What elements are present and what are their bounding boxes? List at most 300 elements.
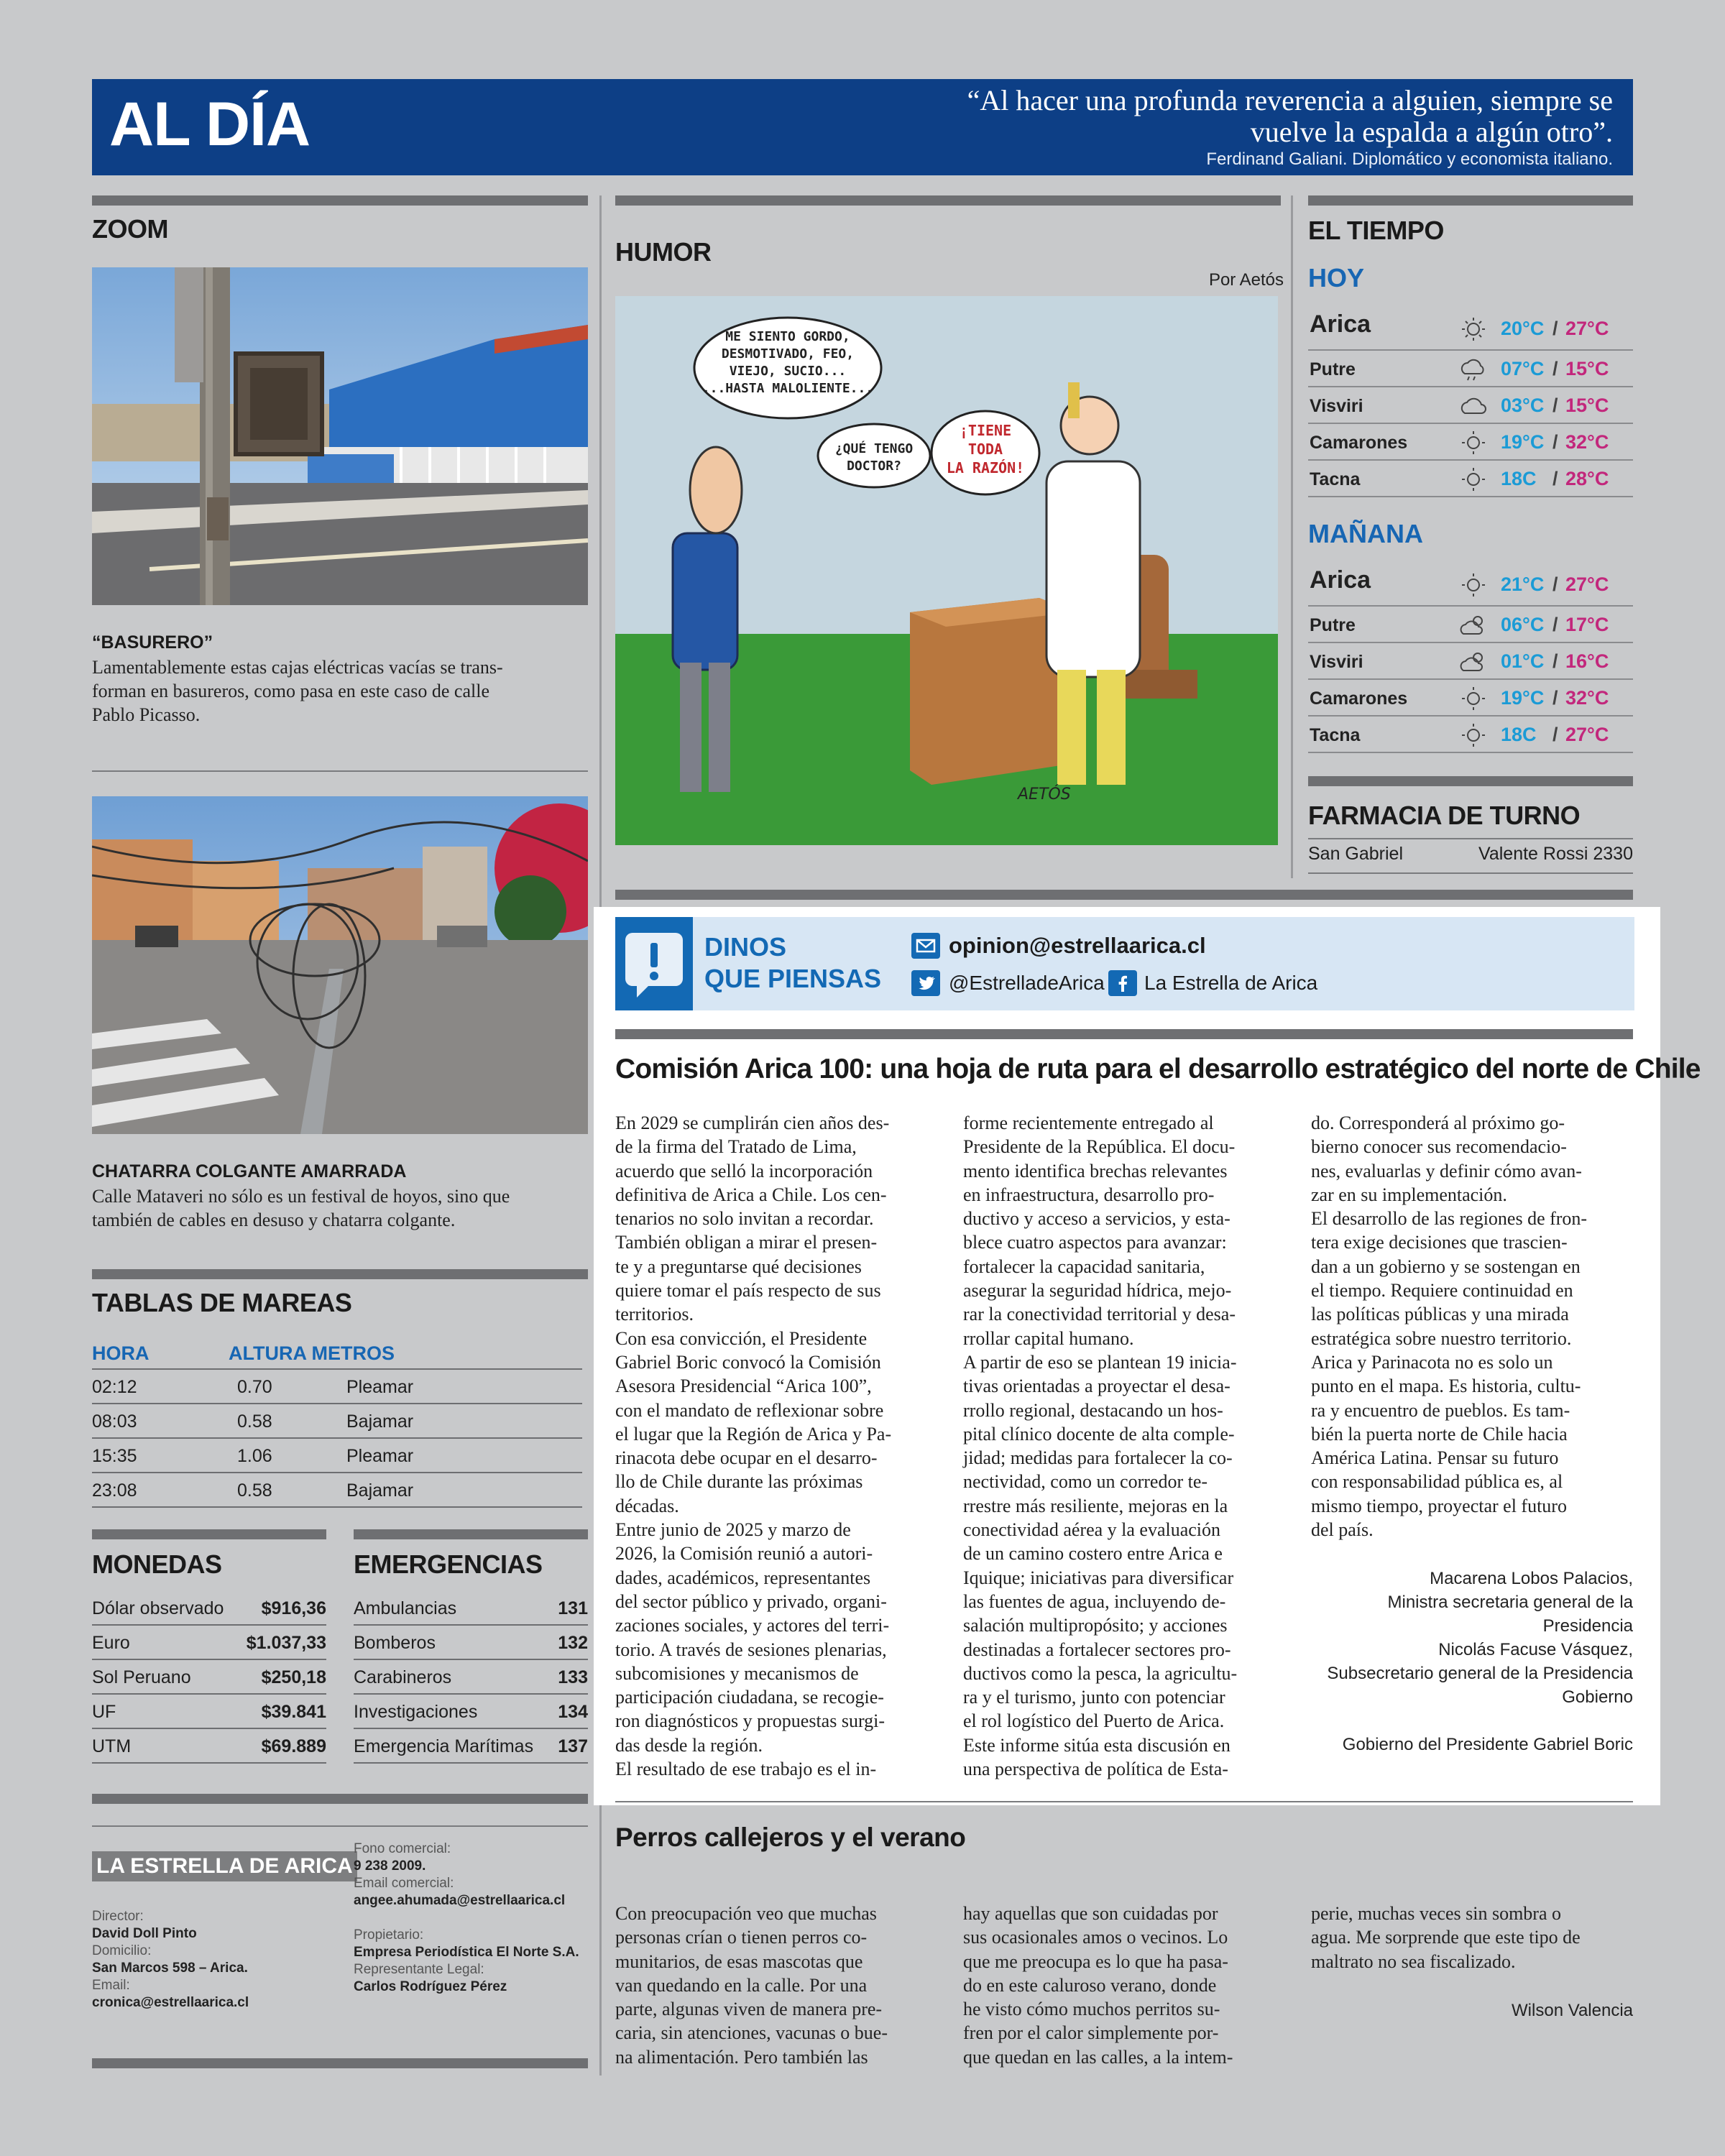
tide-type: Pleamar bbox=[346, 1446, 414, 1466]
currency-value: $39.841 bbox=[261, 1702, 326, 1722]
bubble3-line: ¡TIENE bbox=[959, 422, 1012, 439]
text-line: las fuentes de agua, incluyendo de- bbox=[963, 1590, 1226, 1612]
letter-column-2 bbox=[963, 1902, 1294, 2069]
weather-city: Camarones bbox=[1310, 433, 1408, 453]
email-label: Email: bbox=[92, 1978, 130, 1993]
letter-column-3 bbox=[1311, 1902, 1642, 1973]
weather-row bbox=[1308, 680, 1633, 717]
street-photo-1 bbox=[92, 267, 588, 605]
text-line: nectividad, como un corredor te- bbox=[963, 1471, 1208, 1493]
tide-height: 1.06 bbox=[237, 1446, 272, 1466]
facebook-page-link[interactable]: La Estrella de Arica bbox=[1144, 972, 1318, 994]
tide-type: Bajamar bbox=[346, 1411, 414, 1432]
tide-type: Bajamar bbox=[346, 1480, 414, 1501]
weather-slash: / bbox=[1552, 573, 1558, 595]
tide-type: Pleamar bbox=[346, 1377, 414, 1397]
emergency-number: 134 bbox=[558, 1702, 588, 1722]
currency-top-rule bbox=[92, 1529, 326, 1539]
commercial-email-value: angee.ahumada@estrellaarica.cl bbox=[354, 1893, 566, 1908]
letter-author: Wilson Valencia bbox=[1512, 2001, 1633, 2020]
logo-text-part1: LA ESTRELLA DE bbox=[96, 1854, 285, 1878]
bubble1-line: DESMOTIVADO, FEO, bbox=[721, 346, 855, 361]
weather-top-rule bbox=[1308, 195, 1633, 206]
weather-slash: / bbox=[1552, 687, 1558, 709]
weather-slash: / bbox=[1552, 358, 1558, 379]
text-line: una perspectiva de política de Esta- bbox=[963, 1759, 1228, 1780]
sun-icon bbox=[1458, 722, 1489, 748]
text-line: ra y encuentro de pueblos. Es tam- bbox=[1311, 1399, 1570, 1421]
weather-min: 21°C bbox=[1501, 573, 1545, 595]
signature-line: Gobierno bbox=[1562, 1687, 1633, 1707]
weather-min: 20°C bbox=[1501, 318, 1545, 339]
text-line: parte, algunas viven de manera pre- bbox=[615, 1999, 883, 2020]
masthead-thin-rule bbox=[92, 1825, 588, 1827]
article-signatures bbox=[1311, 1567, 1633, 1707]
pharmacy-bottom-rule bbox=[1308, 872, 1633, 874]
text-line: estratégica sobre nuestro territorio. bbox=[1311, 1327, 1572, 1349]
signature-line: Presidencia bbox=[1542, 1616, 1633, 1636]
bubble1-line: ...HASTA MALOLIENTE... bbox=[702, 381, 874, 396]
alert-badge bbox=[615, 917, 693, 1010]
text-line: el rol logístico del Puerto de Arica. bbox=[963, 1710, 1225, 1732]
text-line: Este informe sitúa esta discusión en bbox=[963, 1734, 1230, 1756]
weather-max: 16°C bbox=[1565, 650, 1609, 672]
tides-title: TABLAS DE MAREAS bbox=[92, 1288, 352, 1317]
commercial-email-label: Email comercial: bbox=[354, 1876, 454, 1891]
zoom-top-rule bbox=[92, 195, 588, 206]
dinos-title-line1: DINOS bbox=[704, 932, 787, 962]
weather-max: 32°C bbox=[1565, 687, 1609, 709]
text-line: ra y el turismo, junto con potenciar bbox=[963, 1687, 1225, 1708]
text-line: fren por el calor simplemente por- bbox=[963, 2022, 1219, 2044]
emergency-number: 131 bbox=[558, 1598, 588, 1618]
table-row bbox=[92, 1695, 326, 1729]
text-line: Asesora Presidencial “Arica 100”, bbox=[615, 1376, 872, 1397]
owner-label: Propietario: bbox=[354, 1927, 424, 1943]
text-line: que me preocupa es lo que ha pasa- bbox=[963, 1950, 1228, 1972]
currency-name: Euro bbox=[92, 1633, 130, 1653]
text-line: punto en el mapa. Es historia, cultu- bbox=[1311, 1376, 1581, 1397]
phone-value: 9 238 2009. bbox=[354, 1858, 426, 1874]
text-line: na alimentación. Pero también las bbox=[615, 2046, 868, 2068]
masthead-top-rule bbox=[92, 1794, 588, 1804]
text-line: Arica y Parinacota no es solo un bbox=[1311, 1351, 1553, 1373]
currency-value: $1.037,33 bbox=[246, 1633, 326, 1653]
text-line: ron diagnósticos y propuestas surgi- bbox=[615, 1710, 886, 1732]
contact-band bbox=[615, 917, 1634, 1010]
header-quote-author: Ferdinand Galiani. Diplomático y economista italiano. bbox=[1206, 149, 1613, 169]
text-line: do en este caluroso verano, donde bbox=[963, 1974, 1217, 1996]
text-line: mismo tiempo, proyectar el futuro bbox=[1311, 1495, 1567, 1516]
table-row bbox=[92, 1729, 326, 1764]
text-line: de un camino costero entre Arica e bbox=[963, 1543, 1223, 1565]
sun-icon bbox=[1458, 430, 1489, 456]
opinion-email-link[interactable]: opinion@estrellaarica.cl bbox=[949, 933, 1206, 958]
logo-text-part2: ARICA bbox=[284, 1854, 353, 1878]
article-top-rule bbox=[615, 1029, 1633, 1039]
newspaper-logo bbox=[92, 1851, 357, 1881]
tides-col-height: ALTURA METROS bbox=[229, 1342, 395, 1364]
text-line: definitiva de Arica a Chile. Los cen- bbox=[615, 1184, 887, 1205]
header-quote bbox=[750, 85, 1613, 148]
text-line: También obligan a mirar el presen- bbox=[615, 1232, 878, 1253]
section-header bbox=[92, 79, 1633, 175]
weather-row bbox=[1308, 387, 1633, 424]
weather-min: 01°C bbox=[1501, 650, 1545, 672]
text-line: asegurar la seguridad hídrica, mejo- bbox=[963, 1280, 1232, 1302]
bubble2-line: DOCTOR? bbox=[847, 459, 901, 474]
article-column-2 bbox=[963, 1111, 1294, 1781]
pharmacy-rule bbox=[1308, 838, 1633, 839]
text-line: ductivo y acceso a servicios, y esta- bbox=[963, 1208, 1230, 1230]
currency-title: MONEDAS bbox=[92, 1549, 222, 1579]
weather-city: Camarones bbox=[1310, 688, 1408, 709]
bubble2-line: ¿QUÉ TENGO bbox=[834, 441, 914, 456]
emergency-number: 133 bbox=[558, 1667, 588, 1687]
sun-icon bbox=[1458, 316, 1489, 342]
text-line: quiere tomar el país respecto de sus bbox=[615, 1280, 881, 1302]
text-line: he visto cómo muchos perritos su- bbox=[963, 1999, 1220, 2020]
currency-name: Sol Peruano bbox=[92, 1667, 191, 1687]
table-row bbox=[354, 1660, 588, 1695]
table-row bbox=[92, 1404, 582, 1439]
signature-line: Ministra secretaria general de la bbox=[1387, 1593, 1633, 1612]
weather-city: Arica bbox=[1310, 566, 1371, 594]
text-line: las políticas públicas y una mirada bbox=[1311, 1304, 1569, 1325]
sun-icon bbox=[1458, 466, 1489, 492]
photo2-caption bbox=[92, 1184, 595, 1232]
tides-table bbox=[92, 1335, 582, 1522]
zoom-photo-chatarra bbox=[92, 796, 588, 1134]
emergency-number: 132 bbox=[558, 1633, 588, 1653]
photo1-caption-line: Pablo Picasso. bbox=[92, 704, 201, 725]
address-label: Domicilio: bbox=[92, 1943, 152, 1958]
text-line: das desde la región. bbox=[615, 1734, 763, 1756]
table-row bbox=[354, 1695, 588, 1729]
emergency-name: Investigaciones bbox=[354, 1702, 478, 1722]
weather-slash: / bbox=[1552, 468, 1558, 489]
text-line: en infraestructura, desarrollo pro- bbox=[963, 1184, 1215, 1205]
emergency-number: 137 bbox=[558, 1736, 588, 1756]
text-line: Entre junio de 2025 y marzo de bbox=[615, 1519, 851, 1541]
director-name: David Doll Pinto bbox=[92, 1926, 197, 1941]
letter-top-rule bbox=[615, 1801, 1633, 1802]
weather-city: Putre bbox=[1310, 359, 1356, 379]
text-line: jidad; medidas para fortalecer la co- bbox=[963, 1447, 1233, 1469]
dinos-title bbox=[704, 931, 881, 995]
text-line: Iquique; iniciativas para diversificar bbox=[963, 1567, 1234, 1588]
text-line: forme recientemente entregado al bbox=[963, 1112, 1214, 1133]
letter-headline: Perros callejeros y el verano bbox=[615, 1823, 966, 1852]
text-line: nes, evaluarlas y definir cómo avan- bbox=[1311, 1160, 1582, 1181]
twitter-handle-link[interactable]: @EstrelladeArica bbox=[949, 972, 1105, 994]
text-line: sus ocasionales amos o vecinos. Lo bbox=[963, 1927, 1228, 1948]
article-headline: Comisión Arica 100: una hoja de ruta para el desarrollo estratégico del norte de Chile bbox=[615, 1054, 1701, 1084]
signature-block bbox=[1311, 1567, 1633, 1709]
text-line: te y a preguntarse qué decisiones bbox=[615, 1256, 862, 1277]
weather-city: Tacna bbox=[1310, 725, 1361, 745]
text-line: zaciones sociales, y actores del terri- bbox=[615, 1615, 890, 1636]
text-line: territorios. bbox=[615, 1304, 694, 1325]
column-divider-right bbox=[1291, 195, 1293, 878]
header-quote-line2: vuelve la espalda a algún otro”. bbox=[1250, 116, 1613, 148]
legal-value: Carlos Rodríguez Pérez bbox=[354, 1979, 507, 1994]
cartoon-signature: AETÓS bbox=[1018, 786, 1071, 803]
emergency-name: Bomberos bbox=[354, 1633, 436, 1653]
signature-footer: Gobierno del Presidente Gabriel Boric bbox=[1342, 1735, 1633, 1754]
text-line: bierno conocer sus recomendacio- bbox=[1311, 1136, 1567, 1158]
letter-column-1 bbox=[615, 1902, 946, 2069]
photo2-caption-line: Calle Mataveri no sólo es un festival de hoyos, sino que bbox=[92, 1186, 510, 1207]
text-line: que quedan en las calles, a la intem- bbox=[963, 2046, 1233, 2068]
weather-today-label: HOY bbox=[1308, 263, 1365, 292]
weather-title: EL TIEMPO bbox=[1308, 216, 1444, 245]
sun-icon bbox=[1458, 572, 1489, 598]
humor-credit: Por Aetós bbox=[1208, 270, 1284, 290]
pharmacy-top-rule bbox=[1308, 776, 1633, 786]
email-icon bbox=[911, 933, 940, 959]
weather-tomorrow-table bbox=[1308, 562, 1633, 756]
text-line: A partir de eso se plantean 19 inicia- bbox=[963, 1351, 1237, 1373]
zoom-mid-rule bbox=[92, 770, 588, 772]
table-row bbox=[92, 1626, 326, 1660]
text-line: blece cuatro aspectos para avanzar: bbox=[963, 1232, 1227, 1253]
text-line: torio. A través de sesiones plenarias, bbox=[615, 1639, 887, 1660]
text-line: ductivos como la pesca, la agricultu- bbox=[963, 1662, 1238, 1684]
text-line: destinadas a fortalecer sectores pro- bbox=[963, 1639, 1231, 1660]
text-line: llo de Chile durante las próximas bbox=[615, 1471, 863, 1493]
pharmacy-name: San Gabriel bbox=[1308, 844, 1404, 864]
weather-min: 06°C bbox=[1501, 614, 1545, 635]
cloud-icon bbox=[1458, 393, 1489, 419]
weather-row bbox=[1308, 562, 1633, 607]
phone-label: Fono comercial: bbox=[354, 1841, 451, 1856]
weather-max: 27°C bbox=[1565, 724, 1609, 745]
text-line: del sector público y privado, organi- bbox=[615, 1590, 887, 1612]
tide-height: 0.58 bbox=[237, 1480, 272, 1501]
text-line: Con esa convicción, el Presidente bbox=[615, 1327, 868, 1349]
twitter-icon bbox=[911, 970, 940, 996]
tide-height: 0.58 bbox=[237, 1411, 272, 1432]
text-line: tera exige decisiones que trascien- bbox=[1311, 1232, 1568, 1253]
bubble1-line: VIEJO, SUCIO... bbox=[729, 364, 847, 379]
text-line: van quedando en la calle. Por una bbox=[615, 1974, 868, 1996]
text-line: del país. bbox=[1311, 1519, 1374, 1541]
text-line: personas crían o tienen perros co- bbox=[615, 1927, 868, 1948]
email-value: cronica@estrellaarica.cl bbox=[92, 1995, 249, 2010]
pharmacy-title: FARMACIA DE TURNO bbox=[1308, 801, 1581, 830]
bubble3-line: LA RAZÓN! bbox=[946, 459, 1025, 476]
text-line: tenarios no solo invitan a recordar. bbox=[615, 1208, 874, 1230]
text-line: salación multipropósito; y acciones bbox=[963, 1615, 1228, 1636]
table-row bbox=[354, 1729, 588, 1764]
weather-row bbox=[1308, 351, 1633, 387]
text-line: rrestre más resiliente, mejoras en la bbox=[963, 1495, 1228, 1516]
street-photo-2 bbox=[92, 796, 588, 1134]
currency-name: UTM bbox=[92, 1736, 132, 1756]
opinion-top-rule bbox=[615, 890, 1633, 900]
text-line: América Latina. Pensar su futuro bbox=[1311, 1447, 1559, 1469]
weather-max: 27°C bbox=[1565, 573, 1609, 595]
text-line: Con preocupación veo que muchas bbox=[615, 1903, 877, 1924]
address-value: San Marcos 598 – Arica. bbox=[92, 1961, 248, 1976]
weather-today-table bbox=[1308, 306, 1633, 500]
text-line: acuerdo que selló la incorporación bbox=[615, 1160, 873, 1181]
emergency-title: EMERGENCIAS bbox=[354, 1549, 543, 1579]
tide-hour: 02:12 bbox=[92, 1377, 137, 1397]
text-line: conectividad aérea y la evaluación bbox=[963, 1519, 1221, 1541]
currency-value: $916,36 bbox=[261, 1598, 326, 1618]
tide-height: 0.70 bbox=[237, 1377, 272, 1397]
cartoon-drawing bbox=[615, 296, 1278, 845]
table-row bbox=[92, 1473, 582, 1508]
currency-value: $69.889 bbox=[261, 1736, 326, 1756]
weather-slash: / bbox=[1552, 614, 1558, 635]
weather-city: Arica bbox=[1310, 310, 1371, 338]
weather-max: 15°C bbox=[1565, 395, 1609, 416]
text-line: caria, sin atenciones, vacunas o bue- bbox=[615, 2022, 888, 2044]
emergency-table bbox=[354, 1591, 588, 1771]
photo1-caption-line: forman en basureros, como pasa en este caso de calle bbox=[92, 681, 489, 701]
weather-slash: / bbox=[1552, 724, 1558, 745]
text-line: rinacota debe ocupar en el desarro- bbox=[615, 1447, 878, 1469]
tide-hour: 08:03 bbox=[92, 1411, 137, 1432]
table-row bbox=[354, 1591, 588, 1626]
text-line: con el mandato de reflexionar sobre bbox=[615, 1399, 884, 1421]
weather-city: Putre bbox=[1310, 615, 1356, 635]
partly-cloudy-icon bbox=[1458, 649, 1489, 675]
text-line: munitarios, de esas mascotas que bbox=[615, 1950, 863, 1972]
text-line: Presidente de la República. El docu- bbox=[963, 1136, 1236, 1158]
weather-min: 07°C bbox=[1501, 358, 1545, 379]
partly-cloudy-icon bbox=[1458, 612, 1489, 638]
text-line: subcomisiones y mecanismos de bbox=[615, 1662, 859, 1684]
weather-slash: / bbox=[1552, 650, 1558, 672]
weather-slash: / bbox=[1552, 431, 1558, 453]
humor-top-rule bbox=[615, 195, 1281, 206]
text-line: En 2029 se cumplirán cien años des- bbox=[615, 1112, 890, 1133]
text-line: dan a un gobierno y se sostengan en bbox=[1311, 1256, 1581, 1277]
text-line: fortalecer la capacidad sanitaria, bbox=[963, 1256, 1205, 1277]
section-title: AL DÍA bbox=[109, 90, 310, 159]
weather-row bbox=[1308, 306, 1633, 351]
bubble3-line: TODA bbox=[967, 441, 1003, 458]
text-line: hay aquellas que son cuidadas por bbox=[963, 1903, 1218, 1924]
weather-city: Visviri bbox=[1310, 652, 1363, 672]
text-line: rrollo regional, destacando un hos- bbox=[963, 1399, 1223, 1421]
weather-row bbox=[1308, 643, 1633, 680]
text-line: tivas orientadas a proyectar el desa- bbox=[963, 1376, 1230, 1397]
emergency-name: Emergencia Marítimas bbox=[354, 1736, 534, 1756]
text-line: perie, muchas veces sin sombra o bbox=[1311, 1903, 1562, 1924]
weather-city: Tacna bbox=[1310, 469, 1361, 489]
bubble1-line: ME SIENTO GORDO, bbox=[725, 329, 850, 344]
weather-max: 17°C bbox=[1565, 614, 1609, 635]
text-line: rar la conectividad territorial y desa- bbox=[963, 1304, 1236, 1325]
weather-row bbox=[1308, 461, 1633, 497]
facebook-icon bbox=[1108, 970, 1137, 996]
text-line: de la firma del Tratado de Lima, bbox=[615, 1136, 857, 1158]
weather-min: 18C bbox=[1501, 724, 1537, 745]
table-row bbox=[354, 1626, 588, 1660]
weather-max: 28°C bbox=[1565, 468, 1609, 489]
rain-sun-icon bbox=[1458, 356, 1489, 382]
text-line: con responsabilidad pública es, al bbox=[1311, 1471, 1563, 1493]
table-row bbox=[92, 1439, 582, 1473]
dinos-title-line2: QUE PIENSAS bbox=[704, 964, 882, 993]
table-row bbox=[92, 1660, 326, 1695]
table-row bbox=[92, 1591, 326, 1626]
legal-label: Representante Legal: bbox=[354, 1962, 484, 1977]
photo1-caption bbox=[92, 655, 595, 727]
text-line: rrollar capital humano. bbox=[963, 1327, 1134, 1349]
weather-city: Visviri bbox=[1310, 396, 1363, 416]
weather-row bbox=[1308, 717, 1633, 753]
currency-name: Dólar observado bbox=[92, 1598, 224, 1618]
weather-slash: / bbox=[1552, 395, 1558, 416]
currency-name: UF bbox=[92, 1702, 116, 1722]
zoom-photo-basurero bbox=[92, 267, 588, 605]
text-line: pital clínico docente de alta comple- bbox=[963, 1423, 1235, 1445]
weather-max: 15°C bbox=[1565, 358, 1609, 379]
emergency-name: Carabineros bbox=[354, 1667, 452, 1687]
header-quote-line1: “Al hacer una profunda reverencia a alguien, siempre se bbox=[967, 84, 1613, 116]
tides-header-row bbox=[92, 1335, 582, 1370]
text-line: dades, académicos, representantes bbox=[615, 1567, 871, 1588]
text-line: bién la puerta norte de Chile hacia bbox=[1311, 1423, 1568, 1445]
weather-min: 19°C bbox=[1501, 687, 1545, 709]
weather-min: 19°C bbox=[1501, 431, 1545, 453]
text-line: agua. Me sorprende que este tipo de bbox=[1311, 1927, 1581, 1948]
humor-title: HUMOR bbox=[615, 237, 712, 267]
sun-icon bbox=[1458, 686, 1489, 711]
weather-max: 27°C bbox=[1565, 318, 1609, 339]
text-line: Gabriel Boric convocó la Comisión bbox=[615, 1351, 881, 1373]
tides-col-hour: HORA bbox=[92, 1342, 150, 1364]
masthead-bottom-rule bbox=[92, 2058, 588, 2068]
text-line: décadas. bbox=[615, 1495, 679, 1516]
tide-hour: 15:35 bbox=[92, 1446, 137, 1466]
currency-value: $250,18 bbox=[261, 1667, 326, 1687]
weather-min: 18C bbox=[1501, 468, 1537, 489]
director-label: Director: bbox=[92, 1909, 144, 1924]
currency-table bbox=[92, 1591, 326, 1771]
photo2-caption-title: CHATARRA COLGANTE AMARRADA bbox=[92, 1161, 407, 1181]
weather-max: 32°C bbox=[1565, 431, 1609, 453]
article-column-3 bbox=[1311, 1111, 1642, 1542]
signature-line: Nicolás Facuse Vásquez, bbox=[1438, 1640, 1633, 1659]
signature-line: Macarena Lobos Palacios, bbox=[1430, 1569, 1633, 1588]
article-column-1 bbox=[615, 1111, 946, 1781]
cartoon bbox=[615, 296, 1278, 845]
text-line: zar en su implementación. bbox=[1311, 1184, 1507, 1205]
owner-value: Empresa Periodística El Norte S.A. bbox=[354, 1945, 579, 1960]
text-line: El desarrollo de las regiones de fron- bbox=[1311, 1208, 1588, 1230]
text-line: maltrato no sea fiscalizado. bbox=[1311, 1950, 1516, 1972]
photo1-caption-line: Lamentablemente estas cajas eléctricas vacías se trans- bbox=[92, 657, 503, 678]
weather-slash: / bbox=[1552, 318, 1558, 339]
text-line: El resultado de ese trabajo es el in- bbox=[615, 1759, 877, 1780]
exclamation-icon bbox=[615, 917, 693, 1010]
weather-row bbox=[1308, 424, 1633, 461]
text-line: do. Corresponderá al próximo go- bbox=[1311, 1112, 1565, 1133]
weather-tomorrow-label: MAÑANA bbox=[1308, 519, 1423, 548]
photo2-caption-line: también de cables en desuso y chatarra colgante. bbox=[92, 1210, 456, 1230]
text-line: 2026, la Comisión reunió a autori- bbox=[615, 1543, 873, 1565]
text-line: el tiempo. Requiere continuidad en bbox=[1311, 1280, 1573, 1302]
text-line: el lugar que la Región de Arica y Pa- bbox=[615, 1423, 892, 1445]
text-line: participación ciudadana, se recogie- bbox=[615, 1687, 884, 1708]
